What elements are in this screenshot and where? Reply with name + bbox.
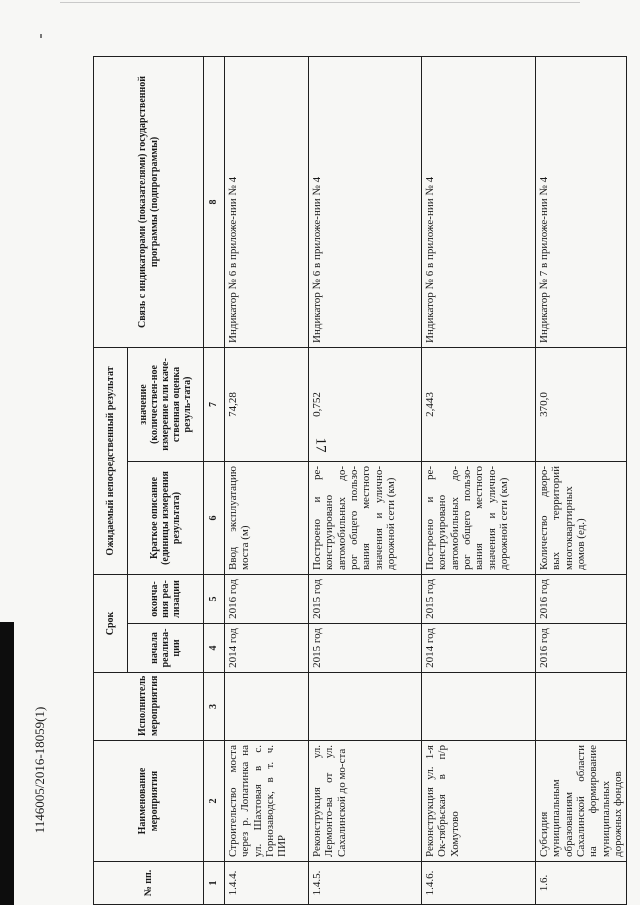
column-number: 1 — [204, 862, 225, 905]
header-result-value: значение (количествен-ное измерение или каче-ственная оценка резуль-тата) — [128, 347, 204, 461]
header-executor: Исполнитель мероприятия — [94, 673, 204, 741]
document-code: 1146005/2016-18059(1) — [32, 706, 47, 834]
column-number: 2 — [204, 741, 225, 862]
column-number: 6 — [204, 461, 225, 574]
header-term-start: начала реализа-ции — [128, 624, 204, 673]
row-link: Индикатор № 6 в приложе-нии № 4 — [422, 56, 536, 347]
row-name: Реконструкция ул. Лермонто-ва от ул. Сахалинской до мо-ста — [309, 741, 422, 862]
header-name: Наименование мероприятия — [94, 741, 204, 862]
row-name: Строительство моста через р. Лопатинка на ул. Шахтовая в с. Горнозаводск, в т. ч. ПИР — [225, 741, 309, 862]
column-number: 8 — [204, 56, 225, 347]
row-link: Индикатор № 6 в приложе-нии № 4 — [309, 56, 422, 347]
header-num: № пп. — [94, 862, 204, 905]
scan-edge-shadow — [0, 622, 14, 905]
header-result: Ожидаемый непосредственный результат — [94, 347, 128, 574]
row-link: Индикатор № 6 в приложе-нии № 4 — [225, 56, 309, 347]
row-end: 2016 год — [225, 574, 309, 623]
scan-top-rule — [60, 2, 580, 3]
row-executor — [225, 673, 309, 741]
row-end: 2015 год — [422, 574, 536, 623]
header-result-desc: Краткое описание (единицы измерения результата) — [128, 461, 204, 574]
row-end: 2016 год — [536, 574, 627, 623]
column-number: 3 — [204, 673, 225, 741]
row-desc: Количество дворо-вых территорий многоквартирных домов (ед.) — [536, 461, 627, 574]
row-value: 2,443 — [422, 347, 536, 461]
row-executor — [422, 673, 536, 741]
row-value: 74,28 — [225, 347, 309, 461]
row-num: 1.4.6. — [422, 862, 536, 905]
header-link: Связь с индикаторами (показателями) государственной программы (подпрограммы) — [94, 56, 204, 347]
row-link: Индикатор № 7 в приложе-нии № 4 — [536, 56, 627, 347]
header-term-end: оконча-ния реа-лизации — [128, 574, 204, 623]
row-end: 2015 год — [309, 574, 422, 623]
table-row — [422, 56, 536, 904]
row-num: 1.4.4. — [225, 862, 309, 905]
row-executor — [536, 673, 627, 741]
table-row — [536, 56, 627, 904]
scan-speck — [40, 34, 42, 38]
row-start: 2014 год — [225, 624, 309, 673]
header-term: Срок — [94, 574, 128, 672]
row-start: 2015 год — [309, 624, 422, 673]
header-row-1 — [94, 56, 128, 904]
column-number: 5 — [204, 574, 225, 623]
column-number: 4 — [204, 624, 225, 673]
row-num: 1.6. — [536, 862, 627, 905]
row-start: 2016 год — [536, 624, 627, 673]
table-row — [309, 56, 422, 904]
row-name: Субсидия муниципальным образованиям Сахалинской области на формирование муниципальных дорожных фондов — [536, 741, 627, 862]
page-number: 17 — [312, 437, 329, 453]
row-value: 370,0 — [536, 347, 627, 461]
row-executor — [309, 673, 422, 741]
program-measures-table — [93, 56, 627, 905]
column-number-row — [204, 56, 225, 904]
row-name: Реконструкция ул. 1-я Ок-тябрьская в п/р Хомутово — [422, 741, 536, 862]
row-desc: Ввод эксплуатацию моста (м) — [225, 461, 309, 574]
rotated-table-frame — [93, 57, 624, 905]
table-row — [225, 56, 309, 904]
row-num: 1.4.5. — [309, 862, 422, 905]
row-desc: Построено и ре-конструировано автомобильных до-рог общего пользо-вания местного значения и улично-дорожной сети (км) — [309, 461, 422, 574]
row-value: 0,752 — [309, 347, 422, 461]
column-number: 7 — [204, 347, 225, 461]
row-desc: Построено и ре-конструировано автомобильных до-рог общего пользо-вания местного значения и улично-дорожной сети (км) — [422, 461, 536, 574]
rotated-table-area — [93, 57, 624, 905]
row-start: 2014 год — [422, 624, 536, 673]
